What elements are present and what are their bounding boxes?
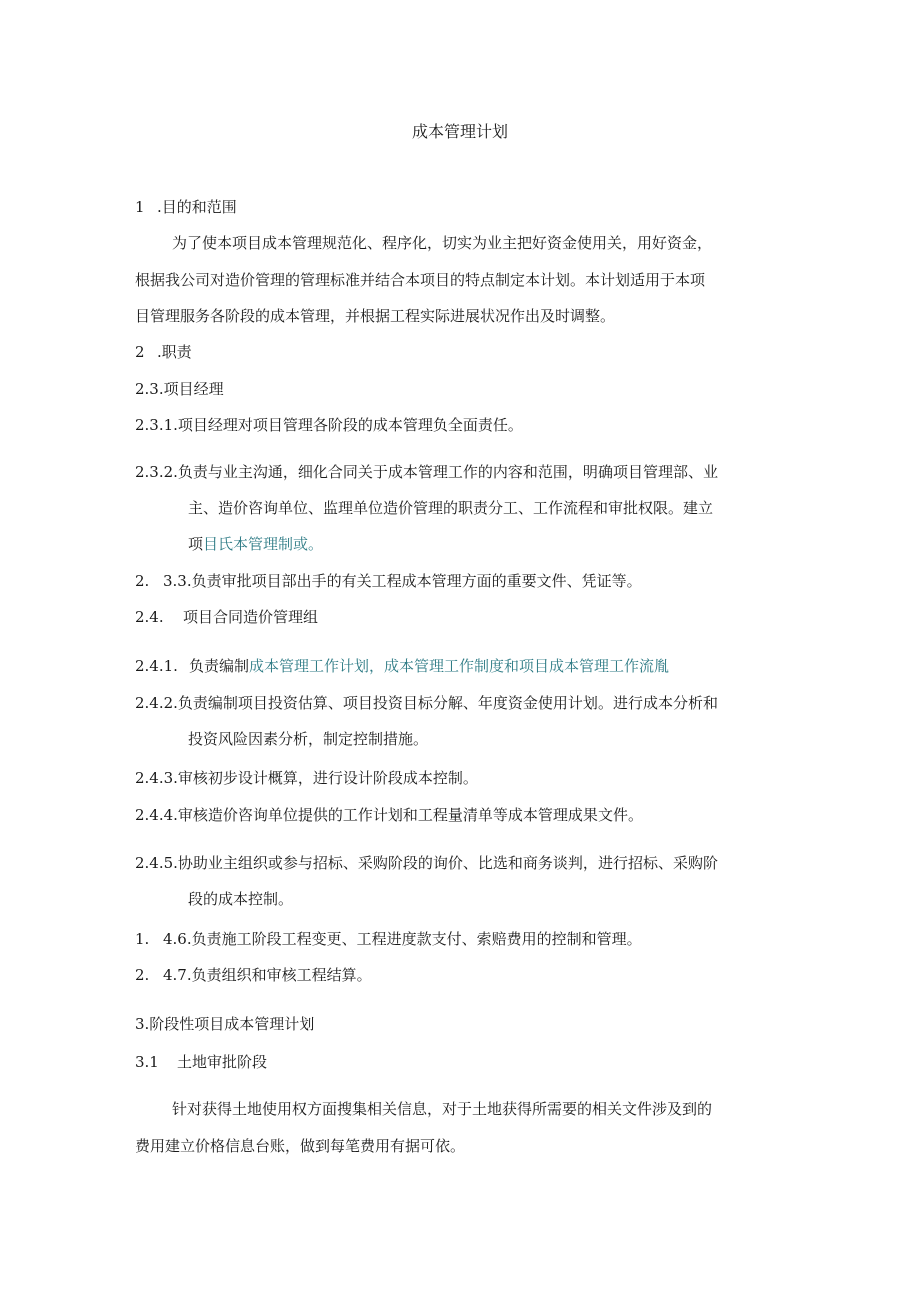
item-2-4-5-line: 2.4.5.协助业主组织或参与招标、采购阶段的询价、比选和商务谈判，进行招标、采购阶 [135,854,718,872]
item-3-1 [135,1052,267,1072]
item-text: 项目合同造价管理组 [183,608,319,626]
item-number: 2. [135,572,150,590]
section-1-para-line: 根据我公司对造价管理的管理标准并结合本项目的特点制定本计划。本计划适用于本项 [135,271,706,289]
section-heading-text: .职责 [157,343,192,361]
item-2-3-2-line [188,534,323,554]
section-heading-text: .目的和范围 [157,198,237,216]
item-2-4-4: 2.4.4.审核造价咨询单位提供的工作计划和工程量清单等成本管理成果文件。 [135,806,643,824]
item-text: 4.6.负责施工阶段工程变更、工程进度款支付、索赔费用的控制和管理。 [163,930,642,948]
item-2-3-3 [135,571,642,591]
item-number: 3.1 [135,1053,159,1071]
section-1-para-line: 目管理服务各阶段的成本管理，并根据工程实际进展状况作出及时调整。 [135,307,616,325]
item-2-4-5-line: 段的成本控制。 [188,890,294,908]
item-text: 负责编制 [189,657,250,675]
item-number: 2.4.1. [135,657,178,675]
section-number: 1 [135,198,145,216]
highlighted-text: 成本管理工作计划，成本管理工作制度和项目成本管理工作流胤 [249,657,670,675]
item-2-3-2-line: 2.3.2.负责与业主沟通，细化合同关于成本管理工作的内容和范围，明确项目管理部、业 [135,463,718,481]
item-2-3-1: 2.3.1.项目经理对项目管理各阶段的成本管理负全面责任。 [135,416,523,434]
section-1-para-line: 为了使本项目成本管理规范化、程序化，切实为业主把好资金使用关，用好资金， [172,234,713,252]
page-title: 成本管理计划 [411,122,508,141]
section-number: 2 [135,343,145,361]
section-2-heading [135,342,192,362]
section-3-1-para-line: 针对获得土地使用权方面搜集相关信息，对于土地获得所需要的相关文件涉及到的 [172,1100,713,1118]
item-2-4 [135,607,318,627]
item-number: 2.4. [135,608,164,626]
item-2-4-6 [135,929,642,949]
item-2-4-1 [135,656,669,676]
section-3-heading: 3.阶段性项目成本管理计划 [135,1015,315,1033]
item-2-4-2-line: 2.4.2.负责编制项目投资估算、项目投资目标分解、年度资金使用计划。进行成本分析和 [135,694,718,712]
item-2-4-7 [135,965,372,985]
item-number: 1. [135,930,150,948]
item-2-4-3: 2.4.3.审核初步设计概算，进行设计阶段成本控制。 [135,769,478,787]
item-text: 4.7.负责组织和审核工程结算。 [163,966,372,984]
item-text: 土地审批阶段 [177,1053,268,1071]
highlighted-text: 目氏本管理制或。 [203,535,324,553]
section-1-heading [135,197,237,217]
item-number: 2. [135,966,150,984]
section-3-1-para-line: 费用建立价格信息台账，做到每笔费用有据可依。 [135,1137,466,1155]
item-text: 3.3.负责审批项目部出手的有关工程成本管理方面的重要文件、凭证等。 [163,572,642,590]
item-2-3-2-line: 主、造价咨询单位、监理单位造价管理的职责分工、工作流程和审批权限。建立 [188,499,714,517]
item-2-4-2-line: 投资风险因素分析，制定控制措施。 [188,730,429,748]
item-2-3: 2.3.项目经理 [135,380,224,398]
text-run: 项 [188,535,204,553]
